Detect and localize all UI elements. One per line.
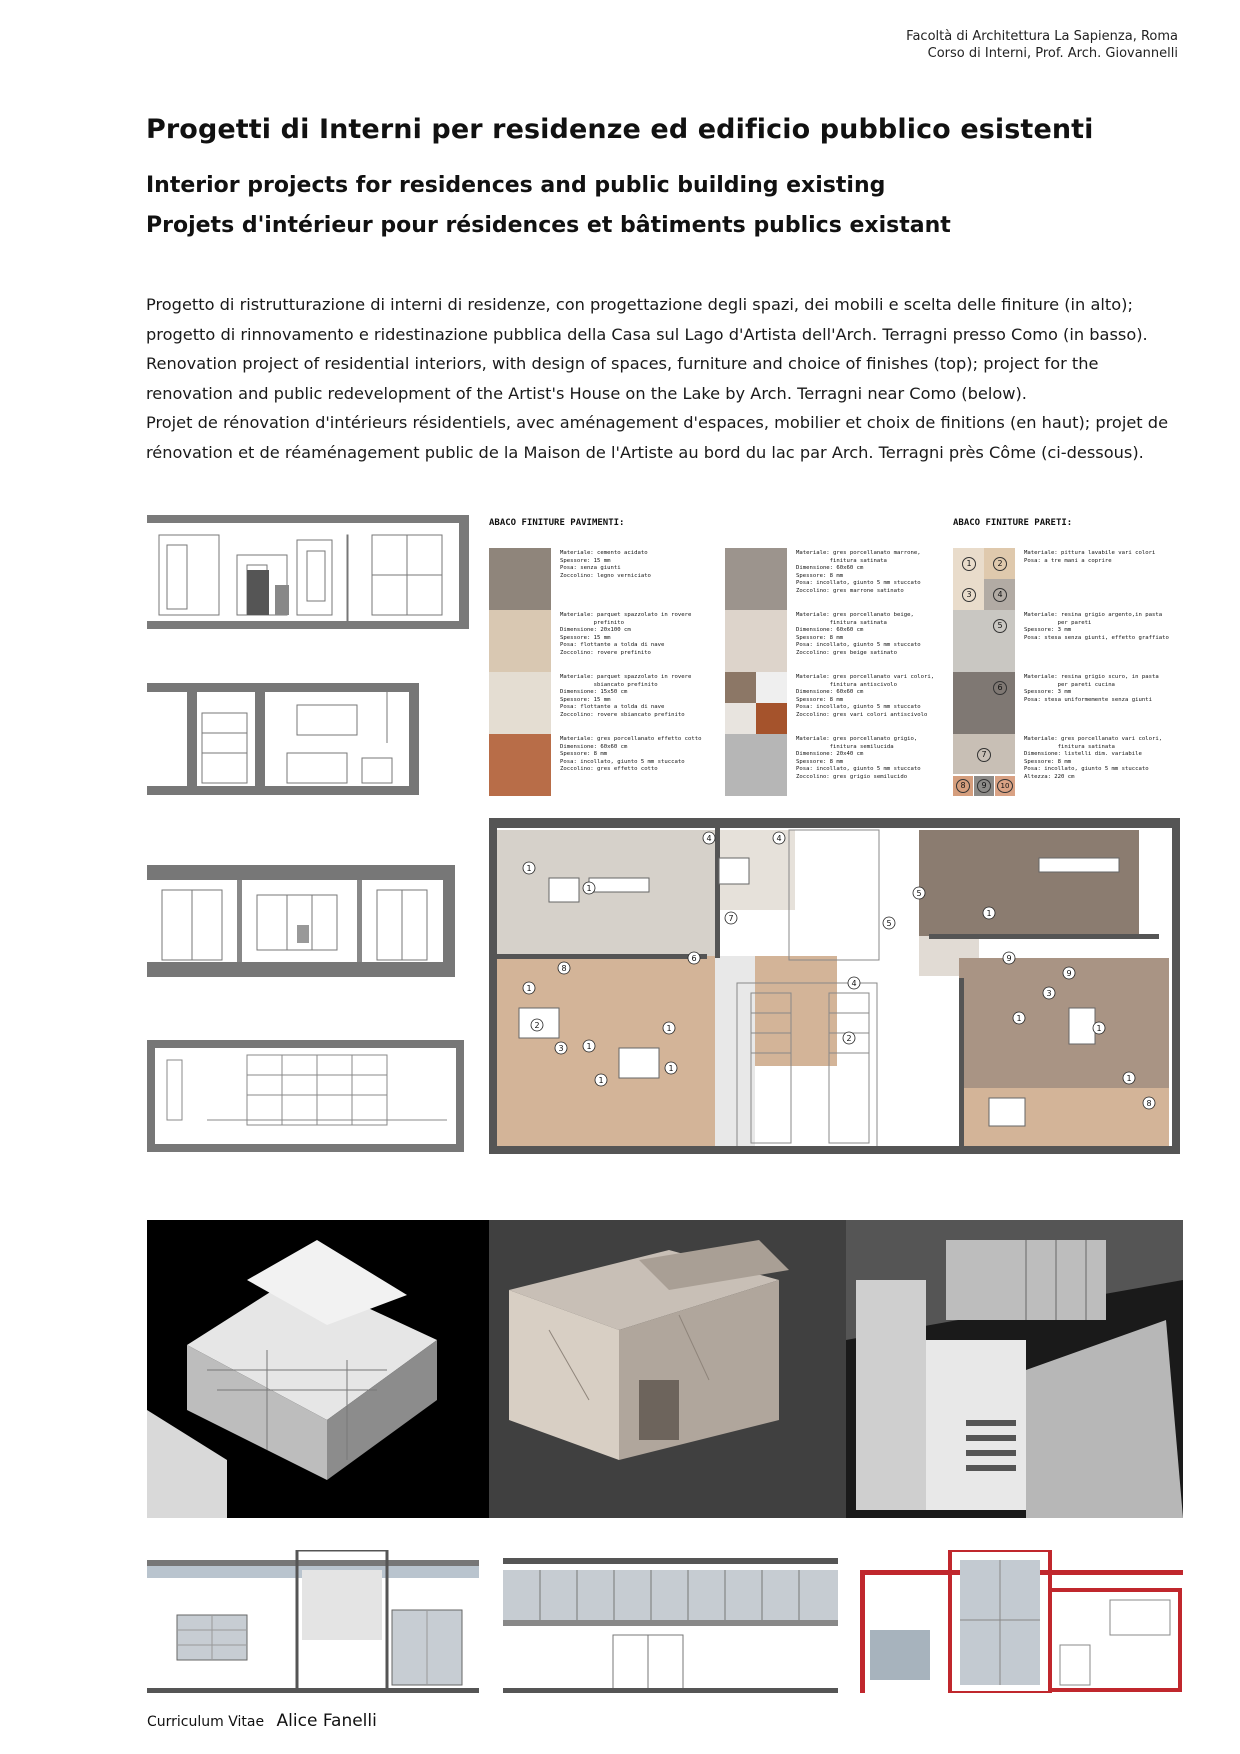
page-title: Progetti di Interni per residenze ed edificio pubblico esistenti	[146, 114, 1094, 145]
elevation-1	[147, 1550, 479, 1693]
axonometric-render-2	[489, 1220, 846, 1518]
finish-swatch	[725, 703, 756, 734]
finish-number: 1	[962, 557, 976, 571]
interior-render	[846, 1220, 1183, 1518]
room-tag-label: 1	[1126, 1074, 1132, 1083]
wall-finish-row	[953, 610, 1173, 672]
description-line: Projet de rénovation d'intérieurs résidentiels, avec aménagement d'espaces, mobilier et choix de finitions (en haut); projet de	[146, 413, 1169, 433]
finish-spec: Materiale: gres porcellanato grigio, finitura semilucida Dimensione: 20x40 cm Spessore: 8 mm Posa: incollato, giunto 5 mm stuccato Zoccolino: gres grigio semilucido	[796, 736, 921, 780]
finish-swatch	[756, 672, 787, 703]
room-tag-label: 1	[586, 1042, 592, 1051]
author-name: Alice Fanelli	[276, 1711, 377, 1731]
finish-spec: Materiale: parquet spazzolato in rovere sbiancato prefinito Dimensione: 15x50 cm Spessore: 15 mm Posa: flottante a tolda di nave Zoccolino: rovere sbiancato prefinito	[560, 674, 692, 718]
finish-spec: Materiale: resina grigio scuro, in pasta per pareti cucina Spessore: 3 mm Posa: stesa uniformemente senza giunti	[1024, 674, 1159, 703]
floor-finish-row	[725, 610, 945, 672]
subtitle-english: Interior projects for residences and public building existing	[146, 173, 886, 198]
finish-swatch	[953, 734, 1015, 774]
finish-number: 9	[977, 779, 991, 793]
room-tag-label: 4	[851, 979, 857, 988]
finish-swatch	[756, 703, 787, 734]
room-tag-label: 2	[534, 1021, 540, 1030]
finish-number: 4	[993, 588, 1007, 602]
finish-swatch	[489, 610, 551, 672]
floor-finish-row	[489, 610, 709, 672]
room-tag-label: 3	[1046, 989, 1052, 998]
room-tag-label: 5	[916, 889, 922, 898]
elevation-2	[503, 1550, 838, 1693]
room-tag-label: 1	[586, 884, 592, 893]
finish-number: 6	[993, 681, 1007, 695]
description-line: progetto di rinnovamento e ridestinazione pubblica della Casa sul Lago d'Artista dell'Arch. Terragni presso Como (in basso).	[146, 324, 1148, 344]
floor-area-dark	[919, 830, 1139, 936]
room-tag-label: 9	[1006, 954, 1012, 963]
floor-area-concrete	[495, 830, 715, 956]
finish-spec: Materiale: gres porcellanato effetto cotto Dimensione: 60x60 cm Spessore: 8 mm Posa: incollato, giunto 5 mm stuccato Zoccolino: gres effetto cotto	[560, 736, 702, 773]
project-description	[146, 290, 1196, 468]
room-tag-label: 4	[706, 834, 712, 843]
floor-finish-row	[489, 734, 709, 796]
wall-finishes-title: ABACO FINITURE PARETI:	[953, 518, 1073, 528]
interior-section-1	[147, 515, 469, 629]
finish-spec: Materiale: resina grigio argento,in pasta per pareti Spessore: 3 mm Posa: stesa senza giunti, effetto graffiato	[1024, 612, 1169, 641]
floor-plan	[489, 818, 1180, 1154]
finish-number: 10	[997, 779, 1013, 793]
subtitle-french: Projets d'intérieur pour résidences et bâtiments publics existant	[146, 213, 951, 238]
finish-spec: Materiale: gres porcellanato marrone, finitura satinata Dimensione: 60x60 cm Spessore: 8 mm Posa: incollato, giunto 5 mm stuccato Zoccolino: gres marrone satinato	[796, 550, 921, 594]
floor-finish-row	[725, 548, 945, 610]
finish-spec: Materiale: pittura lavabile vari colori Posa: a tre mani a coprire	[1024, 550, 1156, 564]
curriculum-label: Curriculum Vitae	[147, 1714, 265, 1730]
finish-swatch	[725, 610, 787, 672]
room-tag-label: 1	[1016, 1014, 1022, 1023]
axonometric-render-1	[147, 1220, 489, 1518]
floor-finish-row	[489, 548, 709, 610]
room-tag-label: 1	[1096, 1024, 1102, 1033]
room-tag-label: 9	[1066, 969, 1072, 978]
finish-swatch	[953, 548, 1015, 610]
finish-swatch	[725, 548, 787, 610]
interior-section-3	[147, 865, 455, 977]
room-tag-label: 1	[526, 864, 532, 873]
floor-finish-row	[725, 734, 945, 796]
wall-finish-row	[953, 672, 1173, 734]
room-tag-label: 5	[886, 919, 892, 928]
elevation-section-3	[860, 1550, 1183, 1693]
room-tag-label: 8	[561, 964, 567, 973]
interior-section-4	[147, 1040, 464, 1152]
description-line: Progetto di ristrutturazione di interni di residenze, con progettazione degli spazi, dei mobili e scelta delle finiture (in alto);	[146, 295, 1133, 314]
room-tag-label: 1	[986, 909, 992, 918]
floor-finish-row	[489, 672, 709, 734]
wall-finish-row	[953, 734, 1173, 796]
finish-number: 8	[956, 779, 970, 793]
finish-number: 5	[993, 619, 1007, 633]
institution-line-2: Corso di Interni, Prof. Arch. Giovannelli	[927, 46, 1178, 61]
room-tag-label: 8	[1146, 1099, 1152, 1108]
finish-spec: Materiale: cemento acidato Spessore: 15 mm Posa: senza giunti Zoccolino: legno verniciato	[560, 550, 651, 579]
finish-swatch	[489, 548, 551, 610]
finish-swatch	[725, 734, 787, 796]
room-tag-label: 4	[776, 834, 782, 843]
institution-header	[0, 28, 1178, 62]
finish-swatch	[953, 610, 1015, 672]
finish-spec: Materiale: gres porcellanato beige, finitura satinata Dimensione: 60x60 cm Spessore: 8 mm Posa: incollato, giunto 5 mm stuccato Zoccolino: gres beige satinato	[796, 612, 921, 656]
finish-number: 2	[993, 557, 1007, 571]
finish-swatch	[489, 734, 551, 796]
finish-number: 7	[977, 748, 991, 762]
finish-spec: Materiale: gres porcellanato vari colori, finitura satinata Dimensione: listelli dim. variabile Spessore: 8 mm Posa: incollato, giunto 5 mm stuccato Altezza: 220 cm	[1024, 736, 1163, 780]
room-tag-label: 7	[728, 914, 734, 923]
room-tag-label: 1	[598, 1076, 604, 1085]
finish-swatch	[725, 672, 756, 703]
finish-spec: Materiale: parquet spazzolato in rovere prefinito Dimensione: 20x100 cm Spessore: 15 mm Posa: flottante a tolda di nave Zoccolino: rovere prefinito	[560, 612, 692, 656]
description-line: rénovation et de réaménagement public de la Maison de l'Artiste au bord du lac par Arch. Terragni près Côme (ci-dessous).	[146, 442, 1144, 462]
room-tag-label: 1	[666, 1024, 672, 1033]
finish-number: 3	[962, 588, 976, 602]
room-tag-label: 1	[526, 984, 532, 993]
description-line: Renovation project of residential interiors, with design of spaces, furniture and choice of finishes (top); project for the	[146, 354, 1099, 374]
finish-swatch	[489, 672, 551, 734]
footer	[147, 1711, 377, 1731]
finish-spec: Materiale: gres porcellanato vari colori, finitura antiscivolo Dimensione: 60x60 cm Spessore: 8 mm Posa: incollato, giunto 5 mm stuccato Zoccolino: gres vari colori antiscivolo	[796, 674, 935, 718]
room-tag-label: 3	[558, 1044, 564, 1053]
floor-finishes-title: ABACO FINITURE PAVIMENTI:	[489, 518, 625, 528]
room-tag-label: 6	[691, 954, 697, 963]
finish-swatch	[953, 672, 1015, 734]
room-tag-label: 1	[668, 1064, 674, 1073]
floor-finish-row	[725, 672, 945, 734]
description-line: renovation and public redevelopment of the Artist's House on the Lake by Arch. Terragni near Como (below).	[146, 383, 1027, 403]
interior-section-2	[147, 683, 419, 795]
wall-finish-row	[953, 548, 1173, 610]
institution-line-1: Facoltà di Architettura La Sapienza, Roma	[906, 29, 1178, 44]
room-tag-label: 2	[846, 1034, 852, 1043]
